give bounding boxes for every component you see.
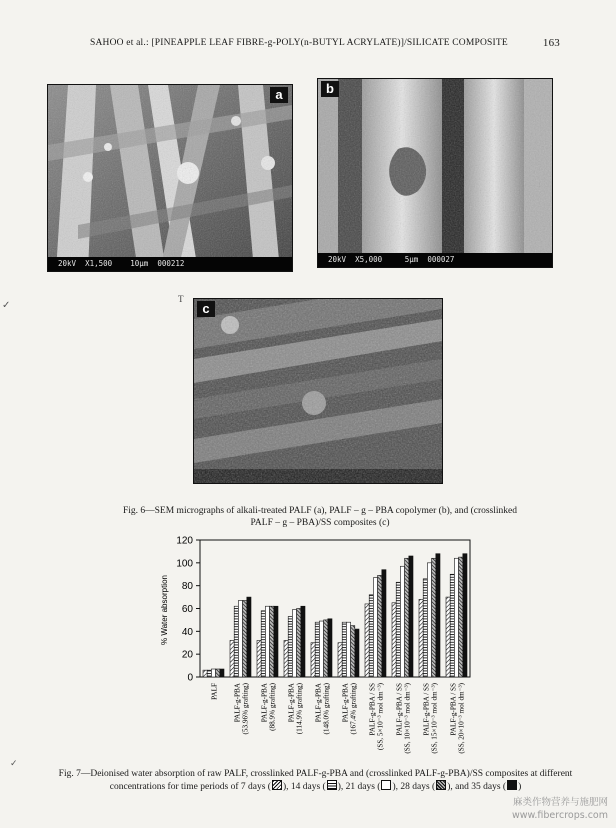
running-header: [90, 38, 560, 54]
bar: [297, 609, 301, 678]
category-label-line: (167.4% grafting): [349, 683, 358, 735]
bar: [369, 595, 373, 677]
category-label: [450, 682, 466, 753]
bar: [238, 601, 242, 677]
caption-35days-text: ), and 35 days (: [447, 782, 507, 792]
bar: [315, 622, 319, 677]
y-tick-label: 0: [187, 672, 193, 684]
sem-image-c: [194, 299, 442, 483]
bar: [324, 620, 328, 677]
bar: [396, 582, 400, 677]
y-axis-label: % Water absorption: [160, 575, 169, 645]
bar: [338, 643, 342, 677]
bar: [423, 579, 427, 677]
category-label-line: PALF-g-PBA / SS: [395, 683, 404, 736]
category-label: [211, 683, 219, 700]
caption-7days-text: concentrations for time periods of 7 days (: [109, 782, 271, 792]
figure-6-caption: [100, 505, 540, 529]
figure-7-caption-line-2: [38, 780, 593, 793]
legend-35-days-icon: [507, 780, 517, 790]
figure-6-caption-line-2: PALF – g – PBA)/SS composites (c): [250, 518, 390, 528]
category-label-line: (SS, 15×10⁻³ mol dm⁻³): [430, 683, 439, 754]
bar: [203, 670, 207, 677]
caption-end-text: ): [518, 782, 522, 792]
bar: [328, 619, 332, 677]
scalebar-b: 20kV X5,000 5µm 000027: [318, 253, 552, 267]
category-label-line: (148.0% grafting): [322, 683, 331, 735]
bar: [220, 669, 224, 677]
legend-14-days-icon: [327, 780, 337, 790]
chart-category-labels: [211, 682, 466, 753]
sem-image-b: [318, 79, 552, 267]
figure-7-caption-line-1: Fig. 7—Deionised water absorption of raw PALF, crosslinked PALF-g-PBA and (crosslinked PALF-g-PBA)/SS composites at different: [58, 769, 573, 779]
running-title: SAHOO et al.: [PINEAPPLE LEAF FIBRE-g-POLY(n-BUTYL ACRYLATE)]/SILICATE COMPOSITE: [90, 38, 508, 48]
figure-6-caption-line-1: Fig. 6—SEM micrographs of alkali-treated PALF (a), PALF – g – PBA copolymer (b), and (crosslinked: [122, 506, 518, 516]
bar: [230, 640, 234, 677]
bar: [378, 575, 382, 677]
bar: [450, 574, 454, 677]
chart-bars: [203, 554, 467, 677]
bar: [247, 597, 251, 677]
y-tick-label: 60: [181, 604, 193, 615]
category-label-line: (SS, 20×10⁻³ mol dm⁻³): [457, 683, 466, 754]
bar: [351, 626, 355, 677]
bar: [373, 578, 377, 677]
bar: [392, 603, 396, 677]
bar: [346, 622, 350, 677]
bar: [405, 558, 409, 677]
bar: [382, 570, 386, 677]
bar: [274, 606, 278, 677]
y-tick-label: 120: [176, 535, 193, 547]
sem-micrograph-c: [193, 298, 443, 484]
caption-21days-text: ), 21 days (: [337, 782, 381, 792]
category-label-line: (88.9% grafting): [268, 683, 277, 731]
bar: [257, 640, 261, 677]
bar: [432, 558, 436, 677]
category-label: [342, 682, 358, 734]
bar: [400, 566, 404, 677]
bar: [211, 669, 215, 677]
water-absorption-chart: [150, 530, 480, 770]
category-label-line: (SS, 10×10⁻³ mol dm⁻³): [403, 683, 412, 754]
category-label: [396, 682, 412, 753]
category-label: [234, 682, 250, 734]
bar: [288, 616, 292, 677]
bar: [265, 606, 269, 677]
bar: [216, 669, 220, 677]
watermark: [498, 796, 608, 822]
category-label-line: (53.96% grafting): [241, 683, 250, 735]
category-label-line: PALF-g-PBA / SS: [422, 683, 431, 736]
bar: [463, 554, 467, 677]
category-label-line: PALF-g-PBA: [233, 683, 242, 723]
panel-label-b: b: [321, 81, 339, 97]
y-tick-label: 80: [181, 581, 193, 593]
y-tick-label: 40: [181, 626, 193, 638]
y-tick-label: 20: [181, 649, 193, 661]
bar: [319, 621, 323, 677]
bar: [419, 599, 423, 677]
category-label: [261, 682, 277, 731]
category-label-line: PALF-g-PBA: [287, 683, 296, 723]
bar: [234, 606, 238, 677]
bar: [355, 629, 359, 677]
margin-t-mark: T: [178, 294, 184, 304]
panel-label-a: a: [270, 87, 288, 103]
y-tick-label: 100: [176, 558, 193, 570]
legend-21-days-icon: [381, 780, 391, 790]
bar: [270, 606, 274, 677]
bar: [446, 597, 450, 677]
sem-image-a: [48, 85, 292, 271]
bar: [427, 563, 431, 677]
category-label-line: PALF: [210, 683, 219, 700]
sem-micrograph-a: [47, 84, 293, 272]
scalebar-a: 20kV X1,500 10µm 000212: [48, 257, 292, 271]
bar: [243, 601, 247, 677]
category-label-line: PALF-g-PBA / SS: [368, 683, 377, 736]
bar: [292, 610, 296, 677]
category-label: [288, 682, 304, 734]
category-label-line: (SS, 5×10⁻³ mol dm⁻³): [376, 683, 385, 751]
caption-28days-text: ), 28 days (: [392, 782, 436, 792]
category-label: [315, 682, 331, 734]
bar: [207, 670, 211, 677]
panel-label-c: c: [197, 301, 215, 317]
category-label: [369, 682, 385, 750]
watermark-line-2: www.fibercrops.com: [511, 810, 608, 821]
margin-check-mark-bottom: ✓: [10, 758, 18, 768]
bar: [301, 606, 305, 677]
category-label: [423, 682, 439, 753]
bar: [311, 643, 315, 677]
category-label-line: PALF-g-PBA: [260, 683, 269, 723]
page-number: 163: [542, 37, 560, 49]
category-label-line: PALF-g-PBA: [314, 683, 323, 723]
bar: [261, 611, 265, 677]
category-label-line: PALF-g-PBA / SS: [449, 683, 458, 736]
bar: [454, 558, 458, 677]
bar: [459, 557, 463, 677]
bar: [365, 604, 369, 677]
bar: [284, 640, 288, 677]
legend-7-days-icon: [272, 780, 282, 790]
watermark-line-1: 麻类作物营养与施肥网: [512, 797, 608, 808]
bar: [342, 622, 346, 677]
figure-7-caption: [38, 768, 593, 793]
legend-28-days-icon: [436, 780, 446, 790]
bar: [436, 554, 440, 677]
bar: [409, 556, 413, 677]
category-label-line: (114.9% grafting): [295, 683, 304, 735]
sem-micrograph-b: [317, 78, 553, 268]
caption-14days-text: ), 14 days (: [282, 782, 326, 792]
margin-check-mark: ✓: [2, 300, 11, 311]
category-label-line: PALF-g-PBA: [341, 683, 350, 723]
